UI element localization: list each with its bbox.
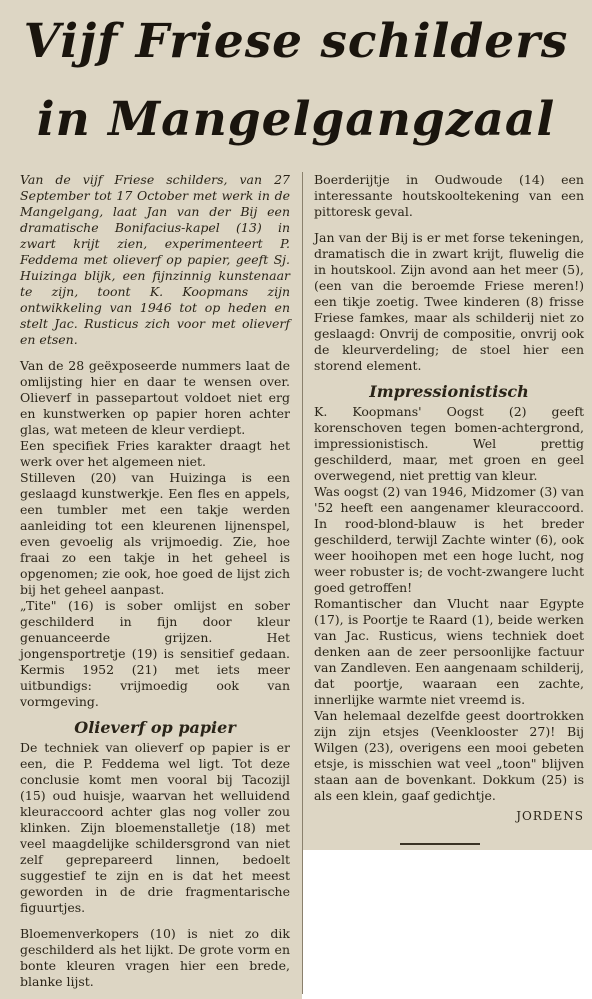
body-paragraph: Van de 28 geëxposeerde nummers laat de omlijsting hier en daar te wensen over. Olieverf in passepartout voldoet niet erg en kunstwerken op papier horen achter glas, wat meteen de kleur verdiept. (20, 358, 290, 437)
author-signature: JORDENS (516, 809, 584, 823)
lead-paragraph: Van de vijf Friese schilders, van 27 September tot 17 October met werk in de Mangelgang, laat Jan van der Bij een dramatische Bonifacius-kapel (13) in zwart krijt zien, experimenteert P. Feddema met olieverf op papier, geeft Sj. Huizinga blijk, een fijnzinnig kunstenaar te zijn, toont K. Koopmans zijn ontwikkeling van 1946 tot op heden en stelt Jac. Rusticus zich voor met olieverf en etsen. (20, 172, 290, 347)
headline-line-2: in Mangelgangzaal (36, 92, 556, 147)
body-paragraph: De techniek van olieverf op papier is er een, die P. Feddema wel ligt. Tot deze conclusie komt men vooral bij Tacozijl (15) oud huisje, waarvan het welluidend kleuraccoord achter glas nog voller zou klinken. Zijn bloemenstalletje (18) met veel maagdelijke schildersgrond van niet zelf geprepareerd linnen, bedoelt suggestief te zijn en is dat het meest geworden in de drie fragmentarische figuurtjes. (20, 740, 290, 915)
body-paragraph: K. Koopmans' Oogst (2) geeft korenschoven tegen bomen-achtergrond, impressionistisch. Wel prettig geschilderd, maar, met groen en geel overwegend, niet prettig van kleur. (314, 404, 584, 483)
subheading-impressionistisch: Impressionistisch (369, 382, 529, 401)
article-column-right (314, 172, 584, 824)
body-paragraph: Jan van der Bij is er met forse tekeningen, dramatisch die in zwart krijt, fluwelig die in houtskool. Zijn avond aan het meer (5), (een van die beroemde Friese meren!) een tikje zoetig. Twee kinderen (8) frisse Friese famkes, maar als schilderij niet zo geslaagd: Onvrij de compositie, onvrij ook de kleurverdeling; de stoel hier een storend element. (314, 230, 584, 373)
end-rule (400, 843, 480, 845)
body-paragraph: Stilleven (20) van Huizinga is een geslaagd kunstwerkje. Een fles en appels, een tumbler met een takje werden aanleiding tot een kleurenen lijnenspel, even gevoelig als vrijmoedig. Zie, hoe fraai zo een takje in het geheel is opgenomen; zie ook, hoe goed de lijst zich bij het geheel aanpast. (20, 470, 290, 597)
body-paragraph: Een specifiek Fries karakter draagt het werk over het algemeen niet. (20, 438, 290, 469)
column-divider (302, 172, 303, 994)
article-column-left (20, 172, 290, 990)
body-paragraph: Van helemaal dezelfde geest doortrokken zijn zijn etsjes (Veenklooster 27)! Bij Wilgen (23), overigens een mooi gebeten etsje, is misschien wat veel „toon" blijven staan aan de bovenkant. Dokkum (25) is als een klein, gaaf gedichtje. (314, 708, 584, 803)
body-paragraph: „Tite" (16) is sober omlijst en sober geschilderd in fijn door kleur genuanceerde grijzen. Het jongensportretje (19) is sensitief gedaan. Kermis 1952 (21) met iets meer uitbundigs: vrijmoedig ook van vormgeving. (20, 598, 290, 709)
body-paragraph: Romantischer dan Vlucht naar Egypte (17), is Poortje te Raard (1), beide werken van Jac. Rusticus, wiens techniek doet denken aan de zeer persoonlijke factuur van Zandleven. Een aangenaam schilderij, dat poortje, waaraan een zachte, innerlijke warmte niet vreemd is. (314, 596, 584, 707)
body-paragraph: Was oogst (2) van 1946, Midzomer (3) van '52 heeft een aangenamer kleuraccoord. In rood-blond-blauw is het breder geschilderd, terwijl Zachte winter (6), ook weer hooihopen met een hoge lucht, nog weer robuster is; de vocht-zwangere lucht goed getroffen! (314, 484, 584, 595)
body-paragraph: Bloemenverkopers (10) is niet zo dik geschilderd als het lijkt. De grote vorm en bonte kleuren vragen hier een brede, blanke lijst. (20, 926, 290, 989)
headline-line-1: Vijf Friese schilders (23, 14, 569, 69)
body-paragraph: Boerderijtje in Oudwoude (14) een interessante houtskooltekening van een pittoresk geval. (314, 172, 584, 219)
subheading-olieverf: Olieverf op papier (74, 718, 236, 737)
